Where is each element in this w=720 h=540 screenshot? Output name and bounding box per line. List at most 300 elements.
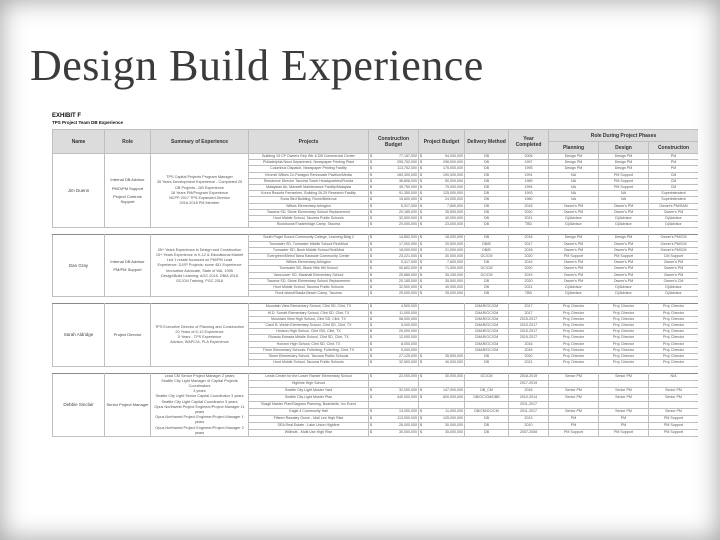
summary-line: 35+ Years Experience in Design and Construction	[157, 247, 242, 252]
dollar-sign: $	[370, 354, 372, 359]
year-completed: 1991	[509, 172, 549, 178]
dollar-sign: $	[370, 178, 372, 183]
role-planning: Owner's PM	[549, 278, 599, 284]
project-budget-value: 50,000,000	[445, 178, 463, 183]
table-row	[53, 373, 699, 380]
construction-budget	[369, 415, 419, 422]
delivery-method: DB	[465, 422, 509, 429]
delivery-method: DB	[465, 415, 509, 422]
role-planning: Owner's PM	[549, 241, 599, 247]
role-construction: Owner's PM/CM	[649, 241, 699, 247]
dollar-sign: $	[420, 266, 422, 271]
project-budget	[419, 422, 465, 429]
dollar-sign: $	[370, 172, 372, 177]
construction-budget-value: 113,752,000	[397, 166, 417, 171]
project-budget-value: 40,000,000	[445, 216, 463, 221]
delivery-method: CMAR/GC/CM	[465, 323, 509, 329]
dollar-sign: $	[420, 154, 422, 158]
role-design: Senior PM	[599, 387, 649, 394]
year-completed: 2007-2008	[509, 429, 549, 436]
spacer-cell	[53, 297, 699, 304]
project-budget-value: 40,000,000	[445, 285, 463, 290]
summary-line: 18 Years PM/Program Experience	[170, 190, 229, 195]
year-completed: 1993	[509, 191, 549, 197]
experience-table-body	[53, 154, 699, 437]
role-construction: Owner's PM	[649, 260, 699, 266]
project-budget-value: 75,000,000	[445, 185, 463, 190]
role-planning: Owner's PM	[549, 203, 599, 209]
construction-budget-value: 4,500,000	[401, 304, 417, 309]
dollar-sign: $	[420, 166, 422, 171]
dollar-sign: $	[420, 178, 422, 183]
role-design: Dj/Advisor	[599, 291, 649, 297]
person-summary	[151, 304, 249, 366]
year-completed: 2015	[509, 203, 549, 209]
construction-budget-value: 32,000,000	[399, 388, 417, 393]
project-name: SEA Real Estate - Lake Union Highline	[249, 422, 369, 429]
dollar-sign: $	[370, 209, 372, 214]
role-construction: Owner's PM/SAM	[649, 203, 699, 209]
project-name: Fifteen Rawsley Grove - Mall Lee High Rise	[249, 415, 369, 422]
dollar-sign: $	[370, 247, 372, 252]
role-planning: Design PM	[549, 154, 599, 160]
project-name: Tumwater SD, Bush Middle School Red/Mod	[249, 247, 369, 253]
role-planning: Dj/Advisor	[549, 216, 599, 222]
construction-budget	[369, 373, 419, 380]
role-design: NA	[599, 191, 649, 197]
role-construction: Owner's CM	[649, 278, 699, 284]
year-completed: 2005	[509, 154, 549, 160]
construction-budget-value: 27,125,000	[399, 354, 417, 359]
role-design: Dj/Advisor	[599, 222, 649, 228]
project-name: Horizon High School, Clint ISD, Clint, TX	[249, 329, 369, 335]
role-design: Design PM	[599, 166, 649, 172]
role-design: NA	[599, 197, 649, 203]
delivery-method: GC/CM	[465, 272, 509, 278]
header-design: Design	[599, 142, 649, 154]
dollar-sign: $	[370, 388, 372, 393]
year-completed: 2015	[509, 347, 549, 353]
project-name: Ricardo Estrada Middle School, Clint SD, Clint, TX	[249, 335, 369, 341]
role-planning: Senior PM	[549, 373, 599, 380]
role-planning: Proj. Director	[549, 329, 599, 335]
project-name: Seattle City Light Muster Plan	[249, 394, 369, 401]
delivery-method: DB	[465, 160, 509, 166]
summary-line: 5 Years - TPS Experience	[177, 334, 222, 339]
project-budget-value: 296,000,000	[443, 160, 463, 165]
person-name: Sarah Aldridge	[53, 304, 105, 366]
year-completed: 2011-2017	[509, 401, 549, 408]
project-name: Seattle City Light Muster Yard	[249, 387, 369, 394]
project-budget-value: 23,000,000	[445, 222, 463, 227]
year-completed: 2017	[509, 304, 549, 310]
delivery-method: DB	[465, 197, 509, 203]
dollar-sign: $	[420, 373, 422, 378]
project-name: Three Elementary Schools: Fullerting, Fullerting, Clint, TX	[249, 347, 369, 353]
project-budget-value: 35,150,000	[445, 272, 463, 277]
project-budget-value: 30,000,000	[445, 423, 463, 428]
summary-line: Opus Northwest Project Engineer/Project Manager 1 years	[155, 415, 244, 425]
project-name: Mountain View High School, Clint SD, Clint, TX	[249, 316, 369, 322]
role-design: Dj/Advisor	[599, 285, 649, 291]
role-planning: Design PM	[549, 166, 599, 172]
delivery-method: DB	[465, 429, 509, 436]
role-construction: Proj. Director	[649, 354, 699, 360]
construction-budget	[369, 401, 419, 408]
role-design: Proj. Director	[599, 329, 649, 335]
construction-budget-value: 49,750,000	[399, 185, 417, 190]
role-planning: NA	[549, 191, 599, 197]
summary-line: NCPP 2017 TPS Expanded Director	[169, 195, 230, 200]
construction-budget-value: 20,185,000	[399, 209, 417, 214]
dollar-sign: $	[370, 197, 372, 202]
role-design	[599, 401, 649, 408]
block-spacer	[53, 297, 699, 304]
role-planning: Proj. Director	[549, 310, 599, 316]
role-construction: Dj/Advisor	[649, 216, 699, 222]
role-construction: Dj/Advisor	[649, 222, 699, 228]
year-completed: 2017	[509, 310, 549, 316]
year-completed: 2010	[509, 422, 549, 429]
role-line: Internal DB Advisor	[110, 177, 145, 183]
dollar-sign: $	[370, 160, 372, 165]
dollar-sign: $	[370, 329, 372, 334]
dollar-sign: $	[420, 222, 422, 227]
construction-budget-value: 32,500,000	[399, 285, 417, 290]
role-construction: PM	[649, 154, 699, 160]
project-name: Hunt Middle School, Tacoma Public Schools	[249, 285, 369, 291]
dollar-sign: $	[370, 278, 372, 283]
role-design	[599, 380, 649, 387]
year-completed: 2016	[509, 387, 549, 394]
role-design: Owner's PM	[599, 278, 649, 284]
experience-table	[52, 129, 698, 437]
role-planning	[549, 380, 599, 387]
role-design: Owner's PM	[599, 209, 649, 215]
role-planning: Senior PM	[549, 387, 599, 394]
dollar-sign: $	[370, 316, 372, 321]
role-construction: CM	[649, 172, 699, 178]
role-planning: Owner's PM	[549, 260, 599, 266]
role-design: Design PM	[599, 154, 649, 160]
spacer-cell	[53, 366, 699, 373]
construction-budget-value: 23,221,000	[399, 254, 417, 259]
dollar-sign: $	[420, 191, 422, 196]
role-construction: PM	[649, 160, 699, 166]
construction-budget-value: 169,300,000	[397, 172, 417, 177]
dollar-sign: $	[370, 235, 372, 240]
dollar-sign: $	[370, 373, 372, 378]
dollar-sign: $	[370, 203, 372, 208]
delivery-method: DB/GC/CM/DBB	[465, 394, 509, 401]
dollar-sign: $	[420, 160, 422, 165]
header-name: Name	[53, 130, 105, 154]
delivery-method: GC/CM	[465, 266, 509, 272]
role-design: PM Support	[599, 178, 649, 184]
role-design: Senior PM	[599, 394, 649, 401]
role-planning: Owner's PM	[549, 209, 599, 215]
header-role: Role	[105, 130, 151, 154]
delivery-method: GC/CM	[465, 373, 509, 380]
dollar-sign: $	[420, 360, 422, 365]
delivery-method: CMAR/GC/CM	[465, 347, 509, 353]
role-construction: Proj. Director	[649, 310, 699, 316]
exhibit-document	[52, 112, 698, 532]
dollar-sign: $	[420, 247, 422, 252]
header-summary: Summary of Experience	[151, 130, 249, 154]
header-construction-budget: Construction Budget	[369, 130, 419, 154]
project-name: South Puget Sound Community College, Learning Bldg 2	[249, 235, 369, 241]
project-budget	[419, 429, 465, 436]
summary-line: TPS Executive Director of Planning and Construction	[154, 324, 245, 329]
role-construction: Owner's PM/CM	[649, 235, 699, 241]
role-design: PM Support	[599, 185, 649, 191]
year-completed: 2015	[509, 260, 549, 266]
role-planning: Dj/Advisor	[549, 222, 599, 228]
project-name: Columbus Dispatch, Newspaper Printing Facility	[249, 166, 369, 172]
role-planning: Owner's PM	[549, 266, 599, 272]
role-design: Proj. Director	[599, 310, 649, 316]
role-planning: Proj. Director	[549, 360, 599, 366]
dollar-sign: $	[370, 335, 372, 340]
project-budget-value: 21,000,000	[445, 247, 463, 252]
project-budget-value: 18,000,000	[445, 235, 463, 240]
project-name: Tacoma SD, Stone Elementary School Replacement	[249, 278, 369, 284]
person-name: Dan Gray	[53, 235, 105, 297]
construction-budget-value: 25,000,000	[399, 329, 417, 334]
project-budget-value: 600,000,000	[443, 395, 463, 400]
role-design: PM	[599, 422, 649, 429]
project-name: W.D. Surratt Elementary School, Clint SD, Clint, TX	[249, 310, 369, 316]
role-planning: Owner's PM	[549, 272, 599, 278]
summary-line: 15+ Years Experience in K-12 & Educational Market	[155, 252, 244, 257]
dollar-sign: $	[420, 388, 422, 393]
summary-line: 35 Years Development Experience - Completed 25	[156, 180, 243, 185]
block-spacer	[53, 366, 699, 373]
role-line: PMO/PM Support	[111, 185, 144, 191]
exhibit-label: EXHIBIT F	[52, 113, 82, 119]
role-construction: N/A	[649, 373, 699, 380]
year-completed: 2015-2017	[509, 323, 549, 329]
spacer-cell	[53, 228, 699, 235]
delivery-method: DB_CM	[465, 387, 509, 394]
role-planning: Dj/Advisor	[549, 291, 599, 297]
year-completed: 2011-2017	[509, 408, 549, 415]
role-construction: Proj. Director	[649, 323, 699, 329]
role-design: Dj/Advisor	[599, 216, 649, 222]
construction-budget-value: 15,600,000	[399, 197, 417, 202]
delivery-method: CMAR/GC/CM	[465, 335, 509, 341]
year-completed: 2017	[509, 241, 549, 247]
role-construction: Dj/Advisor	[649, 291, 699, 297]
year-completed: 2021	[509, 360, 549, 366]
construction-budget	[369, 394, 419, 401]
delivery-method	[465, 380, 509, 387]
role-line: Project Director	[113, 332, 142, 338]
role-construction: Owner's PM	[649, 272, 699, 278]
year-completed: 2016	[509, 235, 549, 241]
project-budget-value: 35,500,000	[445, 209, 463, 214]
role-design: Proj. Director	[599, 323, 649, 329]
summary-line: GC/CM Training, PGC 2018	[175, 278, 224, 283]
dollar-sign: $	[420, 416, 422, 421]
dollar-sign: $	[420, 209, 422, 214]
year-completed: 1980	[509, 197, 549, 203]
dollar-sign: $	[420, 354, 422, 359]
construction-budget-value: 22,000,000	[399, 373, 417, 378]
project-name: Hunt Middle School, Tacoma Public Schools	[249, 216, 369, 222]
role-planning: Owner's PM	[549, 247, 599, 253]
dollar-sign: $	[370, 272, 372, 277]
role-planning: Proj. Director	[549, 323, 599, 329]
role-planning: NA	[549, 178, 599, 184]
role-planning: Proj. Director	[549, 304, 599, 310]
project-budget-value: 35,500,000	[445, 354, 463, 359]
role-construction: Dj/Advisor	[649, 285, 699, 291]
dollar-sign: $	[370, 285, 372, 290]
construction-budget-value: 5,000,000	[401, 347, 417, 352]
delivery-method: DB	[465, 354, 509, 360]
person-summary	[151, 235, 249, 297]
delivery-method: DB	[465, 285, 509, 291]
dollar-sign: $	[420, 278, 422, 283]
construction-budget-value: 36,806,000	[399, 178, 417, 183]
person-name: Debbie Sinclair	[53, 373, 105, 436]
construction-budget	[369, 408, 419, 415]
dollar-sign: $	[370, 241, 372, 246]
role-construction: Proj. Director	[649, 341, 699, 347]
year-completed: 2016	[509, 341, 549, 347]
role-design: PM	[599, 415, 649, 422]
construction-budget	[369, 422, 419, 429]
dollar-sign: $	[420, 197, 422, 202]
dollar-sign: $	[370, 154, 372, 158]
summary-line: Seattle City Light Capital Coordinator 3 years	[161, 399, 238, 404]
project-budget-value: 35,500,000	[445, 278, 463, 283]
year-completed: 2021	[509, 216, 549, 222]
role-construction: Senior PM	[649, 408, 699, 415]
construction-budget-value: 113,000,000	[397, 416, 417, 421]
project-budget-value: 7,600,000	[447, 260, 463, 265]
year-completed: 2020	[509, 266, 549, 272]
year-completed: 2020	[509, 278, 549, 284]
project-budget-value: 125,000,000	[443, 416, 463, 421]
project-name: Wilkes Elementary Arlington	[249, 260, 369, 266]
project-name: Evergreen/Metro/Tama Eastside Community Center	[249, 254, 369, 260]
year-completed: 2018-2019	[509, 373, 549, 380]
construction-budget-value: 14,652,000	[399, 235, 417, 240]
summary-line: Advisor, WAPC/A, PLA Experience	[170, 340, 229, 345]
year-completed: 2020	[509, 354, 549, 360]
project-name: Korea Resorts Fernsehen, Building 26-29 Research Facility	[249, 191, 369, 197]
year-completed: 1997	[509, 160, 549, 166]
project-name: Tacoma SD, Stone Elementary School Replacement	[249, 209, 369, 215]
construction-budget-value: 5,317,000	[401, 260, 417, 265]
role-construction: Senior PM	[649, 387, 699, 394]
dollar-sign: $	[370, 191, 372, 196]
role-planning: Proj. Director	[549, 341, 599, 347]
role-design: Proj. Director	[599, 304, 649, 310]
role-planning: Senior PM	[549, 394, 599, 401]
delivery-method: DB	[465, 360, 509, 366]
dollar-sign: $	[370, 347, 372, 352]
role-planning: NA	[549, 197, 599, 203]
year-completed: 2020	[509, 254, 549, 260]
role-line: PM/PM Support	[113, 267, 142, 273]
year-completed: 2015-2017	[509, 335, 549, 341]
project-budget-value: 35,000,000	[445, 430, 463, 435]
exhibit-subtitle: TPS Project Team DB Experience	[52, 120, 123, 125]
delivery-method: DB	[465, 185, 509, 191]
construction-budget-value: 29,000,000	[399, 291, 417, 296]
project-budget-value: 125,000,000	[443, 191, 463, 196]
dollar-sign: $	[370, 360, 372, 365]
person-roles	[105, 154, 151, 228]
dollar-sign: $	[420, 254, 422, 259]
year-completed: 1995	[509, 166, 549, 172]
project-name: Kimmel Wilkes Co Paragon Rennovate Pavilion/Media	[249, 172, 369, 178]
construction-budget-value: 50,802,000	[399, 266, 417, 271]
role-construction: Proj. Director	[649, 304, 699, 310]
dollar-sign: $	[370, 260, 372, 265]
summary-line: 2016-2018 PM Member	[179, 201, 220, 206]
project-budget	[419, 408, 465, 415]
construction-budget-value: 440,000,000	[397, 395, 417, 400]
dollar-sign: $	[370, 409, 372, 414]
project-budget-value: 175,000,000	[443, 166, 463, 171]
year-completed: 2010-2014	[509, 394, 549, 401]
role-design: Proj. Director	[599, 354, 649, 360]
construction-budget-value: 30,000,000	[399, 430, 417, 435]
project-name: Lewis Center for the Lower Rainier Elementary School	[249, 373, 369, 380]
year-completed: 2019	[509, 272, 549, 278]
dollar-sign: $	[370, 423, 372, 428]
construction-budget-value: 20,000,000	[399, 222, 417, 227]
construction-budget-value: 12,000,000	[399, 335, 417, 340]
role-construction: Proj. Director	[649, 360, 699, 366]
role-design: Proj. Director	[599, 347, 649, 353]
project-name: Willmott - Multi Use High Rise	[249, 429, 369, 436]
dollar-sign: $	[370, 416, 372, 421]
role-construction: PM Support	[649, 415, 699, 422]
role-design: Senior PM	[599, 373, 649, 380]
role-planning: Design PM	[549, 160, 599, 166]
summary-line: Led 1 resale focussed on PM/PM Lead	[166, 258, 233, 263]
role-construction: PM Support	[649, 429, 699, 436]
dollar-sign: $	[420, 216, 422, 221]
delivery-method: GC/CM	[465, 254, 509, 260]
role-construction: CM	[649, 178, 699, 184]
role-design: Owner's PM	[599, 266, 649, 272]
project-budget-value: 24,000,000	[445, 197, 463, 202]
dollar-sign: $	[420, 291, 422, 296]
project-budget-value: 30,000,000	[445, 373, 463, 378]
delivery-method: CMAR/GC/CM	[465, 329, 509, 335]
role-construction: Owner's PM	[649, 266, 699, 272]
dollar-sign: $	[420, 260, 422, 265]
project-name: Rock Island/Stadia Beach Camp, Tacoma	[249, 291, 369, 297]
role-planning: NA	[549, 172, 599, 178]
delivery-method: DB	[465, 278, 509, 284]
dollar-sign: $	[370, 395, 372, 400]
role-construction: Proj. Director	[649, 335, 699, 341]
project-name: Rockhouse/Tradebridge Camp, Tacoma	[249, 222, 369, 228]
project-name: Horizon High School, Clint SD, Clint, TX	[249, 341, 369, 347]
dollar-sign: $	[370, 341, 372, 346]
delivery-method: CMAR/GC/CM	[465, 304, 509, 310]
role-line: Internal DB Advisor	[110, 259, 145, 265]
project-name: Stone Elementary School, Tacoma Public Schools	[249, 354, 369, 360]
